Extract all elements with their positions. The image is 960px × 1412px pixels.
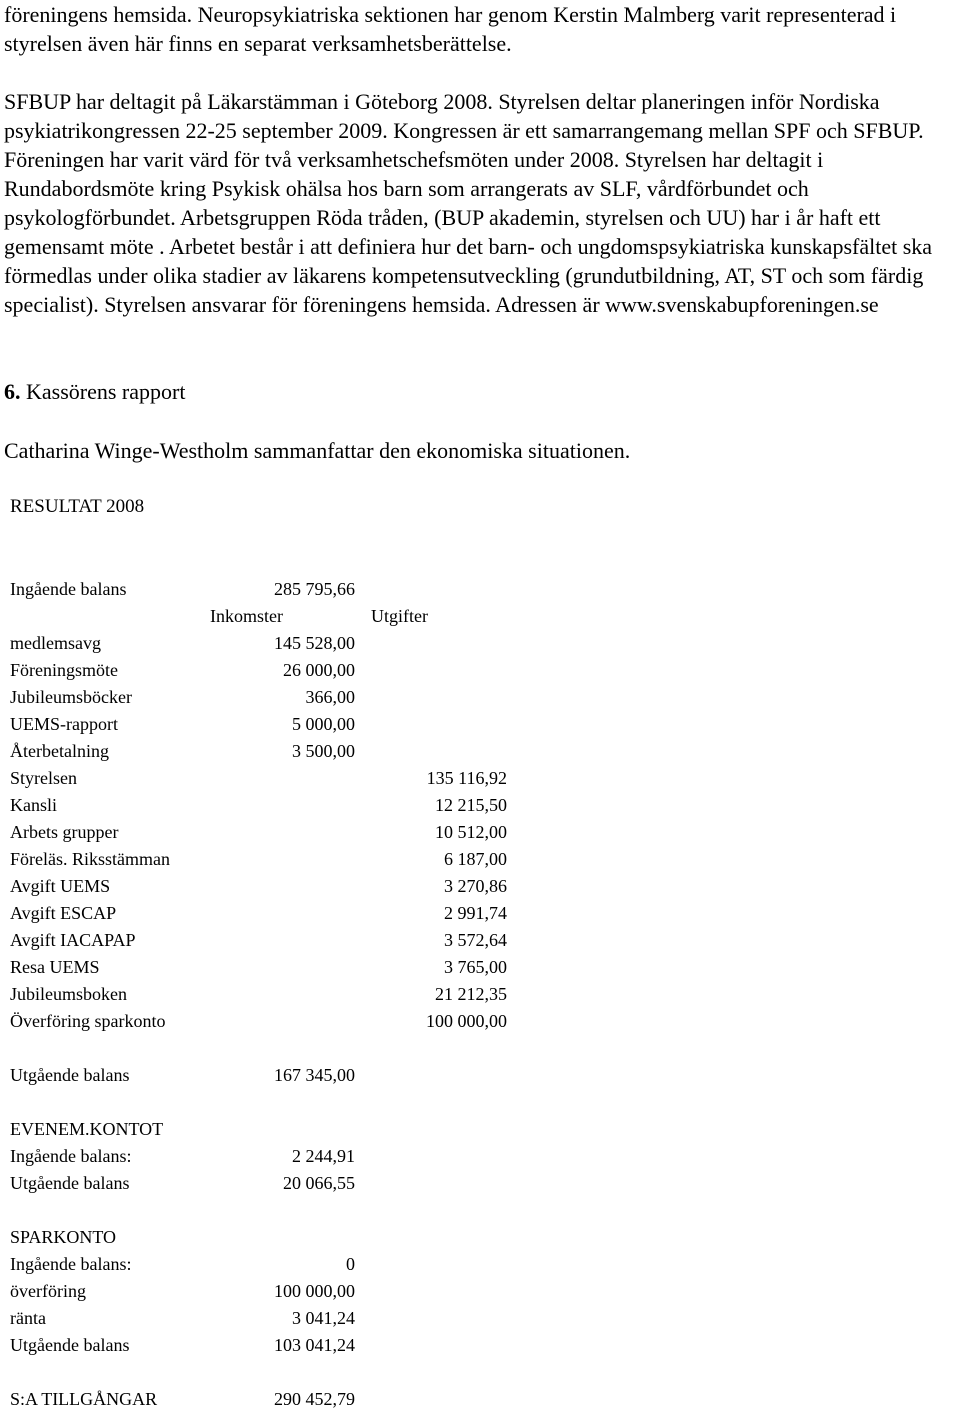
- treasurer-intro: Catharina Winge-Westholm sammanfattar den ekonomiska situationen.: [4, 438, 631, 463]
- section-title: Kassörens rapport: [26, 379, 186, 404]
- savings-account-row-label: Utgående balans: [10, 1335, 130, 1355]
- income-row-label: Jubileumsböcker: [10, 687, 132, 707]
- paragraph-1: föreningens hemsida. Neuropsykiatriska sektionen har genom Kerstin Malmberg varit representerad i styrelsen även här finns en separat verksamhetsberättelse.: [4, 2, 897, 56]
- income-row-value: 26 000,00: [283, 660, 355, 680]
- expense-row-label: Avgift ESCAP: [10, 903, 117, 923]
- savings-account-row-label: överföring: [10, 1281, 86, 1301]
- savings-account-row-label: Ingående balans:: [10, 1254, 132, 1274]
- opening-balance-label: Ingående balans: [10, 579, 127, 599]
- income-row-value: 5 000,00: [292, 714, 355, 734]
- income-row-value: 366,00: [305, 687, 355, 707]
- expense-row-label: Resa UEMS: [10, 957, 100, 977]
- event-account-row-label: Utgående balans: [10, 1173, 130, 1193]
- opening-balance-value: 285 795,66: [274, 579, 355, 599]
- expense-row-value: 10 512,00: [435, 822, 507, 842]
- expense-row-value: 100 000,00: [426, 1011, 507, 1031]
- event-account-row-label: Ingående balans:: [10, 1146, 132, 1166]
- expense-row-value: 6 187,00: [444, 849, 507, 869]
- savings-account-row-label: ränta: [10, 1308, 46, 1328]
- expense-row-value: 12 215,50: [435, 795, 507, 815]
- expense-row-value: 3 572,64: [444, 930, 507, 950]
- result-title: RESULTAT 2008: [10, 496, 145, 517]
- expense-row-label: Avgift IACAPAP: [10, 930, 136, 950]
- total-assets-label: S:A TILLGÅNGAR: [10, 1389, 158, 1409]
- savings-account-title: SPARKONTO: [10, 1227, 117, 1247]
- event-account-title: EVENEM.KONTOT: [10, 1119, 164, 1139]
- expense-row-value: 21 212,35: [435, 984, 507, 1004]
- income-row-label: Föreningsmöte: [10, 660, 118, 680]
- savings-account-row-value: 3 041,24: [292, 1308, 355, 1328]
- income-row-value: 145 528,00: [274, 633, 355, 653]
- closing-balance-label: Utgående balans: [10, 1065, 130, 1085]
- income-row-label: medlemsavg: [10, 633, 101, 653]
- income-row-value: 3 500,00: [292, 741, 355, 761]
- total-assets-value: 290 452,79: [274, 1389, 355, 1409]
- income-header: Inkomster: [210, 606, 283, 626]
- expense-row-value: 135 116,92: [426, 768, 507, 788]
- income-row-label: UEMS-rapport: [10, 714, 118, 734]
- expense-row-label: Överföring sparkonto: [10, 1011, 166, 1031]
- savings-account-row-value: 0: [346, 1254, 355, 1274]
- expense-row-value: 2 991,74: [444, 903, 507, 923]
- savings-account-row-value: 100 000,00: [274, 1281, 355, 1301]
- expense-row-label: Styrelsen: [10, 768, 77, 788]
- expense-row-label: Arbets grupper: [10, 822, 119, 842]
- section-heading: [4, 377, 185, 406]
- expense-row-value: 3 765,00: [444, 957, 507, 977]
- expenses-header: Utgifter: [371, 606, 428, 626]
- closing-balance-value: 167 345,00: [274, 1065, 355, 1085]
- savings-account-row-value: 103 041,24: [274, 1335, 355, 1355]
- expense-row-label: Föreläs. Riksstämman: [10, 849, 170, 869]
- expense-row-label: Kansli: [10, 795, 57, 815]
- expense-row-label: Avgift UEMS: [10, 876, 111, 896]
- paragraph-2: SFBUP har deltagit på Läkarstämman i Göteborg 2008. Styrelsen deltar planeringen inför Nordiska psykiatrikongressen 22-25 september 2009. Kongressen är ett samarrangemang mellan SPF och SFBUP. Föreningen har varit värd för två verksamhetschefsmöten under 2008. Styrelsen har deltagit i Rundabordsmöte kring Psykisk ohälsa hos barn som arrangerats av SLF, vårdförbundet och psykologförbundet. Arbetsgruppen Röda tråden, (BUP akademin, styrelsen och UU) har i år haft ett gemensamt möte . Arbetet består i att definiera hur det barn- och ungdomspsykiatriska kunskapsfältet ska förmedlas under olika stadier av läkarens kompetensutveckling (grundutbildning, AT, ST och som färdig specialist). Styrelsen ansvarar för föreningens hemsida. Adressen är www.svenskabupforeningen.se: [4, 89, 933, 317]
- income-row-label: Återbetalning: [10, 741, 109, 761]
- event-account-row-value: 2 244,91: [292, 1146, 355, 1166]
- section-number: 6.: [4, 379, 21, 404]
- expense-row-value: 3 270,86: [444, 876, 507, 896]
- event-account-row-value: 20 066,55: [283, 1173, 355, 1193]
- expense-row-label: Jubileumsboken: [10, 984, 127, 1004]
